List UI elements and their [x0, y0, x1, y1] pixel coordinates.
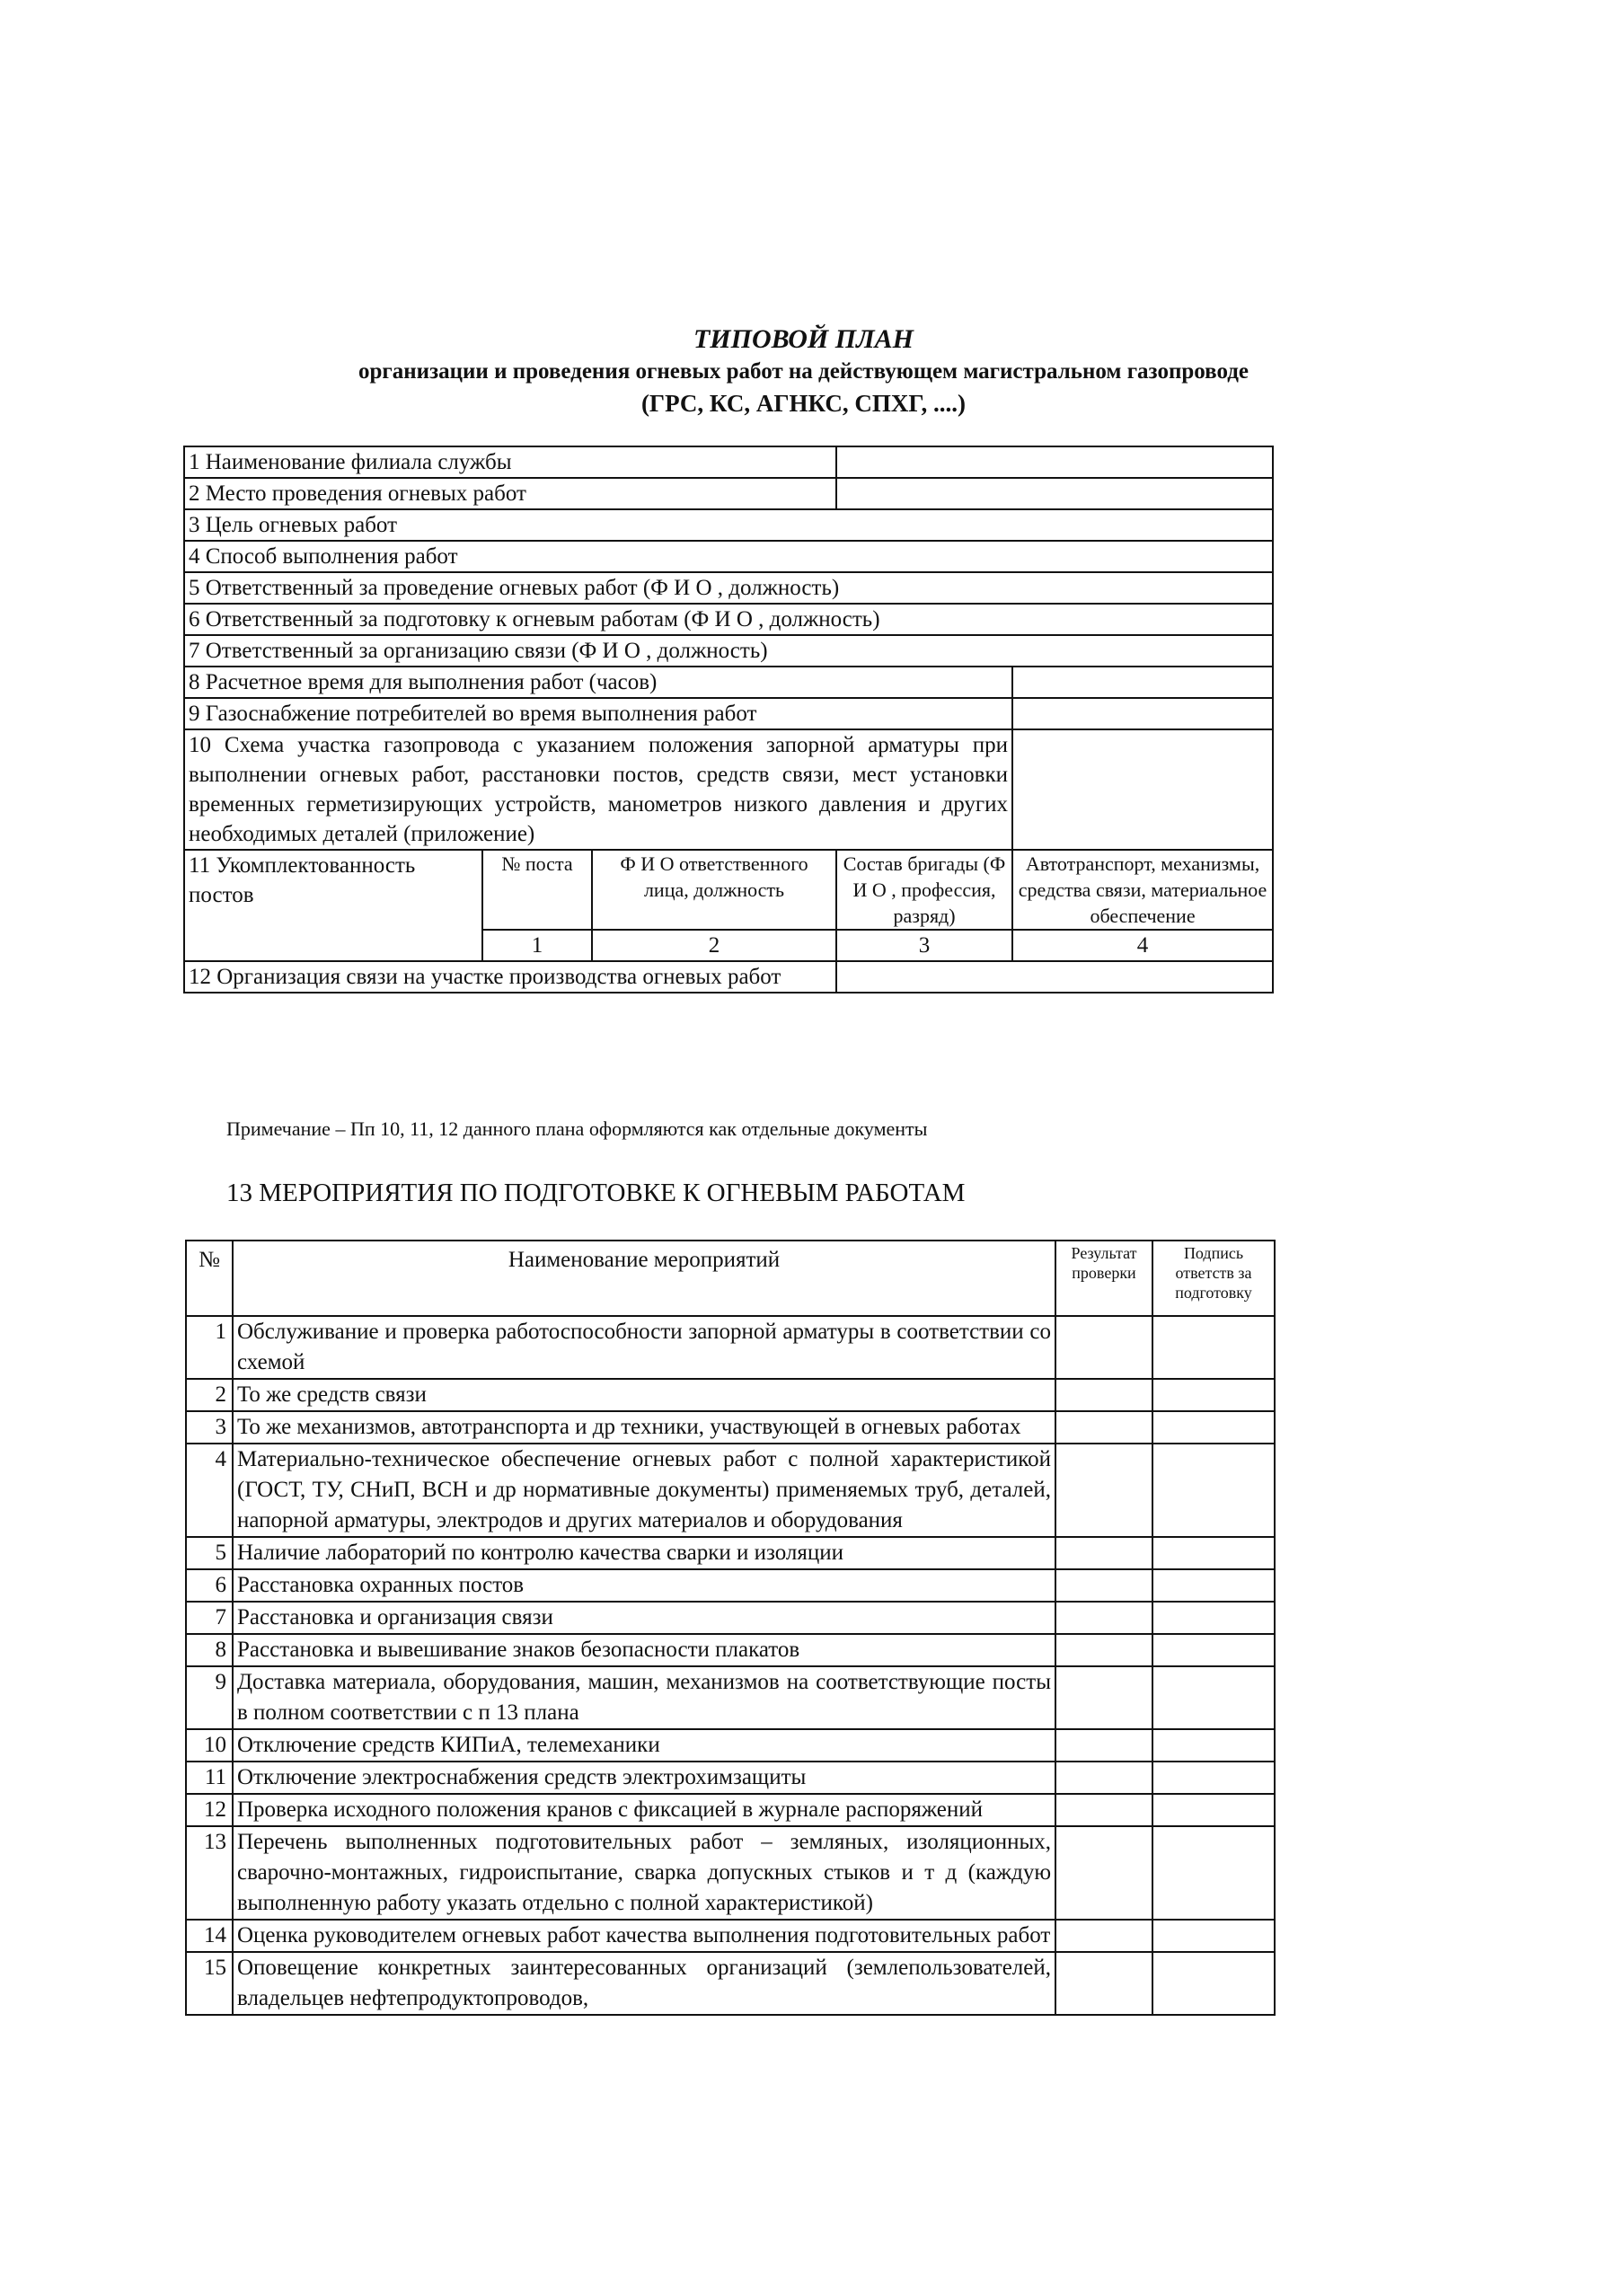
plan-row-label: 8 Расчетное время для выполнения работ (часов) — [184, 667, 1012, 698]
plan-row-label: 2 Место проведения огневых работ — [184, 478, 836, 509]
measure-number: 8 — [186, 1634, 233, 1666]
document-title: ТИПОВОЙ ПЛАН — [693, 324, 914, 354]
measure-text: То же средств связи — [233, 1379, 1055, 1411]
measure-row — [186, 1316, 1275, 1379]
measure-row — [186, 1411, 1275, 1444]
measures-header-row — [186, 1241, 1275, 1316]
measure-number: 1 — [186, 1316, 233, 1379]
measure-text: Оценка руководителем огневых работ качества выполнения подготовительных работ — [233, 1920, 1055, 1952]
measure-row — [186, 1920, 1275, 1952]
measure-text: Оповещение конкретных заинтересованных организаций (землепользователей, владельцев нефтепродуктопроводов, — [233, 1952, 1055, 2015]
measure-number: 13 — [186, 1826, 233, 1920]
measure-text: Доставка материала, оборудования, машин, механизмов на соответствующие посты в полном соответствии с п 13 плана — [233, 1666, 1055, 1729]
measure-text: Перечень выполненных подготовительных работ – земляных, изоляционных, сварочно-монтажных, гидроиспытание, сварка допускных стыков и т д (каждую выполненную работу указать отдельно с полной характеристикой) — [233, 1826, 1055, 1920]
plan-row-5 — [184, 572, 1273, 604]
document-objects: (ГРС, КС, АГНКС, СПХГ, ....) — [640, 390, 967, 417]
measure-number: 7 — [186, 1602, 233, 1634]
plan-row-1 — [184, 446, 1273, 478]
measure-number: 4 — [186, 1444, 233, 1537]
measure-row — [186, 1537, 1275, 1569]
measure-number: 11 — [186, 1762, 233, 1794]
plan-row-label: 5 Ответственный за проведение огневых работ (Ф И О , должность) — [184, 572, 1273, 604]
post-number-header: № поста — [482, 850, 592, 930]
measure-row — [186, 1569, 1275, 1602]
measure-text: Расстановка и вывешивание знаков безопасности плакатов — [233, 1634, 1055, 1666]
result-cell — [1055, 1729, 1152, 1762]
plan-row-12 — [184, 961, 1273, 993]
measure-number: 10 — [186, 1729, 233, 1762]
measure-text: Расстановка охранных постов — [233, 1569, 1055, 1602]
plan-row-label: 7 Ответственный за организацию связи (Ф И О , должность) — [184, 635, 1273, 667]
measure-row — [186, 1444, 1275, 1537]
plan-row-6 — [184, 604, 1273, 635]
measure-row — [186, 1634, 1275, 1666]
signature-header: Подпись ответств за подготовку — [1152, 1241, 1275, 1316]
plan-row-label: 9 Газоснабжение потребителей во время выполнения работ — [184, 698, 1012, 729]
measure-name-header: Наименование мероприятий — [233, 1241, 1055, 1316]
measure-number: 2 — [186, 1379, 233, 1411]
signature-cell — [1152, 1762, 1275, 1794]
responsible-person-header: Ф И О ответственного лица, должность — [592, 850, 836, 930]
measure-text: Проверка исходного положения кранов с фиксацией в журнале распоряжений — [233, 1794, 1055, 1826]
signature-cell — [1152, 1634, 1275, 1666]
column-number: 3 — [836, 930, 1012, 961]
result-cell — [1055, 1537, 1152, 1569]
document-note: Примечание – Пп 10, 11, 12 данного плана оформляются как отдельные документы — [226, 1117, 928, 1140]
signature-cell — [1152, 1569, 1275, 1602]
signature-cell — [1152, 1826, 1275, 1920]
transport-header: Автотранспорт, механизмы, средства связи, материальное обеспечение — [1012, 850, 1273, 930]
document-subtitle: организации и проведения огневых работ на действующем магистральном газопроводе — [358, 359, 1249, 384]
signature-cell — [1152, 1444, 1275, 1537]
signature-cell — [1152, 1729, 1275, 1762]
brigade-header: Состав бригады (Ф И О , профессия, разряд) — [836, 850, 1012, 930]
plan-row-4 — [184, 541, 1273, 572]
signature-cell — [1152, 1794, 1275, 1826]
result-header: Результат проверки — [1055, 1241, 1152, 1316]
measure-row — [186, 1602, 1275, 1634]
measure-text: Обслуживание и проверка работоспособности запорной арматуры в соответствии со схемой — [233, 1316, 1055, 1379]
measure-row — [186, 1379, 1275, 1411]
result-cell — [1055, 1920, 1152, 1952]
plan-row-label: 10 Схема участка газопровода с указанием положения запорной арматуры при выполнении огневых работ, расстановки постов, средств связи, мест установки временных герметизирующих устройств, манометров низкого давления и других необходимых деталей (приложение) — [184, 729, 1012, 850]
signature-cell — [1152, 1666, 1275, 1729]
result-cell — [1055, 1794, 1152, 1826]
plan-row-value — [1012, 698, 1273, 729]
measures-table — [185, 1240, 1276, 2016]
measure-number: 12 — [186, 1794, 233, 1826]
measure-row — [186, 1826, 1275, 1920]
signature-cell — [1152, 1316, 1275, 1379]
result-cell — [1055, 1826, 1152, 1920]
measure-text: Расстановка и организация связи — [233, 1602, 1055, 1634]
measure-row — [186, 1762, 1275, 1794]
signature-cell — [1152, 1379, 1275, 1411]
signature-cell — [1152, 1952, 1275, 2015]
signature-cell — [1152, 1920, 1275, 1952]
measure-row — [186, 1952, 1275, 2015]
plan-row-value — [836, 446, 1273, 478]
plan-row-value — [836, 478, 1273, 509]
plan-row-value — [1012, 667, 1273, 698]
measures-body — [186, 1316, 1275, 2015]
measure-number: 6 — [186, 1569, 233, 1602]
result-cell — [1055, 1602, 1152, 1634]
plan-row-value — [1012, 729, 1273, 850]
measure-text: Материально-техническое обеспечение огневых работ с полной характеристикой (ГОСТ, ТУ, СНиП, ВСН и др нормативные документы) применяемых труб, деталей, напорной арматуры, электродов и других материалов и оборудования — [233, 1444, 1055, 1537]
column-number: 4 — [1012, 930, 1273, 961]
measure-text: Отключение средств КИПиА, телемеханики — [233, 1729, 1055, 1762]
measure-row — [186, 1794, 1275, 1826]
measure-row — [186, 1666, 1275, 1729]
measure-number: 15 — [186, 1952, 233, 2015]
plan-row-7 — [184, 635, 1273, 667]
column-number: 1 — [482, 930, 592, 961]
result-cell — [1055, 1666, 1152, 1729]
plan-row-label: 4 Способ выполнения работ — [184, 541, 1273, 572]
measure-text: Наличие лабораторий по контролю качества сварки и изоляции — [233, 1537, 1055, 1569]
signature-cell — [1152, 1411, 1275, 1444]
measure-number: 5 — [186, 1537, 233, 1569]
measure-number: 3 — [186, 1411, 233, 1444]
plan-row-9 — [184, 698, 1273, 729]
result-cell — [1055, 1379, 1152, 1411]
section-13-title: 13 МЕРОПРИЯТИЯ ПО ПОДГОТОВКЕ К ОГНЕВЫМ РАБОТАМ — [226, 1179, 966, 1207]
result-cell — [1055, 1411, 1152, 1444]
plan-row-2 — [184, 478, 1273, 509]
result-cell — [1055, 1316, 1152, 1379]
measure-number: 9 — [186, 1666, 233, 1729]
result-cell — [1055, 1634, 1152, 1666]
plan-row-8 — [184, 667, 1273, 698]
result-cell — [1055, 1569, 1152, 1602]
result-cell — [1055, 1762, 1152, 1794]
result-cell — [1055, 1952, 1152, 2015]
signature-cell — [1152, 1537, 1275, 1569]
plan-row-10 — [184, 729, 1273, 850]
column-number: 2 — [592, 930, 836, 961]
plan-table — [183, 446, 1274, 993]
plan-row-3 — [184, 509, 1273, 541]
result-cell — [1055, 1444, 1152, 1537]
plan-row-11 — [184, 850, 1273, 930]
measure-text: То же механизмов, автотранспорта и др техники, участвующей в огневых работах — [233, 1411, 1055, 1444]
plan-row-label: 6 Ответственный за подготовку к огневым работам (Ф И О , должность) — [184, 604, 1273, 635]
measure-row — [186, 1729, 1275, 1762]
number-header: № — [186, 1241, 233, 1316]
plan-row-label: 12 Организация связи на участке производства огневых работ — [184, 961, 836, 993]
plan-row-label: 1 Наименование филиала службы — [184, 446, 836, 478]
plan-row-value — [836, 961, 1273, 993]
signature-cell — [1152, 1602, 1275, 1634]
plan-row-label: 3 Цель огневых работ — [184, 509, 1273, 541]
measure-number: 14 — [186, 1920, 233, 1952]
plan-row-label: 11 Укомплектованность постов — [184, 850, 482, 961]
measure-text: Отключение электроснабжения средств электрохимзащиты — [233, 1762, 1055, 1794]
